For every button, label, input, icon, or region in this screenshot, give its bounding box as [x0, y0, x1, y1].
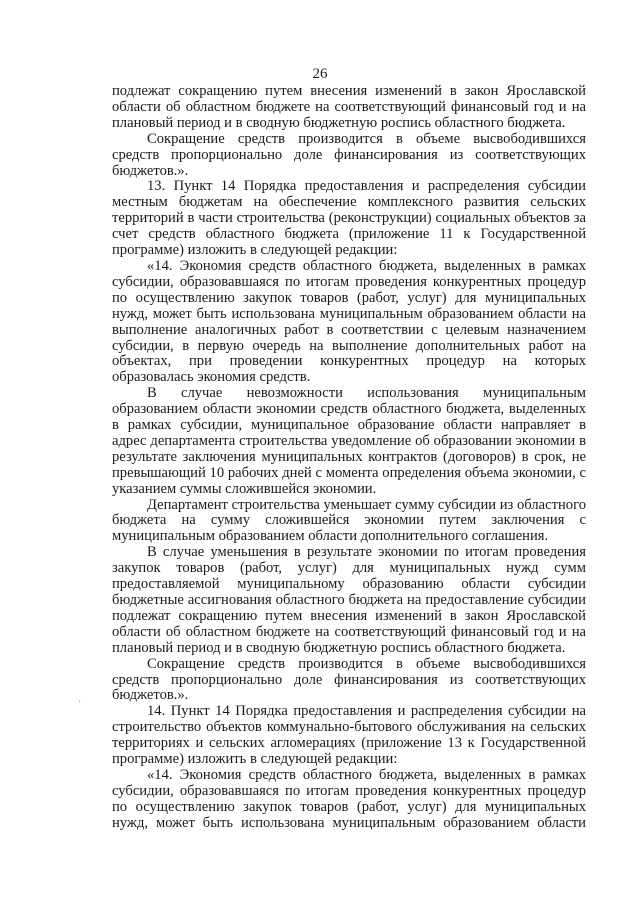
paragraph-item-14: 14. Пункт 14 Порядка предоставления и распределения субсидии на строительство объектов коммунально-бытового обслуживания на сельских территориях и сельских агломерациях (приложение 13 к Государственной программе) изложить в следующей редакции:: [112, 703, 586, 768]
paragraph-impossibility-case: В случае невозможности использования муниципальным образованием области экономии средств областного бюджета, выделенных в рамках субсидии, муниципальное образование области направляет в адрес департамента строительства уведомление об образовании экономии в результате заключения муниципальных контрактов (договоров) в срок, не превышающий 10 рабочих дней с момента определения объема экономии, с указанием суммы сложившейся экономии.: [112, 385, 586, 497]
paragraph-subsidy-reduction: Департамент строительства уменьшает сумму субсидии из областного бюджета на сумму сложившейся экономии путем заключения с муниципальным образованием области дополнительного соглашения.: [112, 496, 586, 545]
margin-mark: ,: [78, 690, 81, 704]
document-body: [112, 84, 586, 832]
paragraph-item-13: 13. Пункт 14 Порядка предоставления и распределения субсидии местным бюджетам на обеспечение комплексного развития сельских территорий в части строительства (реконструкции) социальных объектов за счет средств областного бюджета (приложение 11 к Государственной программе) изложить в следующей редакции:: [112, 178, 586, 259]
paragraph-reduction-note-2: Сокращение средств производится в объеме высвободившихся средств пропорционально доле финансирования из соответствующих бюджетов.».: [112, 655, 586, 704]
paragraph-clause-14-savings: «14. Экономия средств областного бюджета, выделенных в рамках субсидии, образовавшаяся по итогам проведения конкурентных процедур по осуществлению закупок товаров (работ, услуг) для муниципальных нужд, может быть использована муниципальным образованием области на выполнение аналогичных работ в соответствии с целевым назначением субсидии, в первую очередь на выполнение дополнительных работ на объектах, при проведении конкурентных процедур на которых образовалась экономия средств.: [112, 257, 586, 386]
paragraph-reduction-case: В случае уменьшения в результате экономии по итогам проведения закупок товаров (работ, услуг) для муниципальных нужд сумм предоставляемой муниципальному образованию области субсидии бюджетные ассигнования областного бюджета на предоставление субсидии подлежат сокращению путем внесения изменений в закон Ярославской области об областном бюджете на соответствующий финансовый год и на плановый период и в сводную бюджетную роспись областного бюджета.: [112, 544, 586, 656]
paragraph-reduction-note: Сокращение средств производится в объеме высвободившихся средств пропорционально доле финансирования из соответствующих бюджетов.».: [112, 130, 586, 179]
paragraph-continuation: подлежат сокращению путем внесения изменений в закон Ярославской области об областном бюджете на соответствующий финансовый год и на плановый период и в сводную бюджетную роспись областного бюджета.: [112, 83, 586, 131]
page-number: 26: [312, 66, 328, 82]
paragraph-clause-14-savings-2: «14. Экономия средств областного бюджета, выделенных в рамках субсидии, образовавшаяся по итогам проведения конкурентных процедур по осуществлению закупок товаров (работ, услуг) для муниципальных нужд, может быть использована муниципальным образованием области: [112, 766, 586, 831]
